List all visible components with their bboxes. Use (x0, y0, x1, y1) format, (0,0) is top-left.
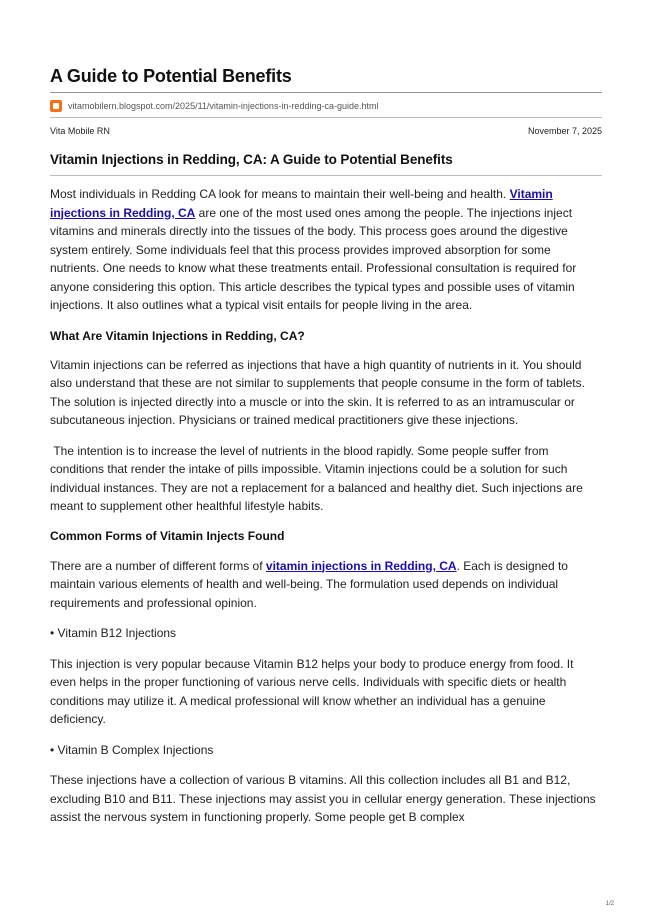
bullet-b12: • Vitamin B12 Injections (50, 626, 177, 640)
author: Vita Mobile RN (50, 126, 110, 136)
title-divider (50, 92, 602, 93)
intro-paragraph: Most individuals in Redding CA look for means to maintain their well-being and health. Vitamin injections in Redding, CA are one of the most used ones among the people. The injections inject vitamins and minerals directly into the tissues of the body. This process goes around the digestive system entirely. Some individuals feel that this process provides improved absorption for some nutrients. One needs to know what these treatments entail. Professional consultation is required for anyone considering this option. This article describes the typical types and possible uses of vitamin injections. It also outlines what a typical visit entails for people living in the area. (50, 187, 577, 312)
page-title: A Guide to Potential Benefits (50, 66, 292, 86)
bullet-b-complex: • Vitamin B Complex Injections (50, 742, 214, 757)
post-date: November 7, 2025 (527, 126, 602, 136)
b12-paragraph: This injection is very popular because Vitamin B12 helps your body to produce energy from food. It even helps in the proper functioning of various nerve cells. Individuals with specific diets or health conditions may utilize it. A medical professional will know whether an individual has a genuine deficiency. (50, 656, 574, 726)
section-heading-common: Common Forms of Vitamin Injects Found (50, 528, 285, 543)
post-title-divider (50, 175, 602, 176)
meta-row (50, 126, 602, 136)
page-number: 1/2 (605, 901, 614, 907)
vitamin-injections-link[interactable]: Vitamin injections in Redding, CA (50, 187, 553, 220)
source-url[interactable]: vitamobilern.blogspot.com/2025/11/vitamin-injections-in-redding-ca-guide.html (68, 101, 379, 111)
vitamin-injections-link-2[interactable]: vitamin injections in Redding, CA (265, 558, 457, 573)
blogger-icon (50, 100, 62, 112)
post-title: Vitamin Injections in Redding, CA: A Guide to Potential Benefits (50, 152, 453, 167)
document-page (50, 0, 602, 827)
section-heading-what: What Are Vitamin Injections in Redding, CA? (50, 328, 305, 343)
common-intro-paragraph: There are a number of different forms of vitamin injections in Redding, CA. Each is designed to maintain various elements of health and well-being. The formulation used depends on individual requirements and professional opinion. (50, 558, 568, 610)
what-paragraph-2: The intention is to increase the level of nutrients in the blood rapidly. Some people suffer from conditions that render the intake of pills impossible. Vitamin injections could be a solution for such individual instances. They are not a replacement for a balanced and healthy diet. Such injections are meant to supplement other healthful lifestyle habits. (50, 443, 587, 513)
what-paragraph-1: Vitamin injections can be referred as injections that have a high quantity of nutrients in it. You should also understand that these are not similar to supplements that people consume in the form of tablets. The solution is injected directly into a muscle or into the skin. It is referred to as an intramuscular or subcutaneous injection. Physicians or trained medical practitioners give these injections. (50, 357, 585, 427)
source-url-row (50, 99, 602, 113)
b-complex-paragraph: These injections have a collection of various B vitamins. All this collection includes all B1 and B12, excluding B10 and B11. These injections may assist you in cellular energy generation. These injections assist the nervous system in functioning properly. Some people get B complex (50, 773, 596, 824)
url-divider (50, 117, 602, 118)
